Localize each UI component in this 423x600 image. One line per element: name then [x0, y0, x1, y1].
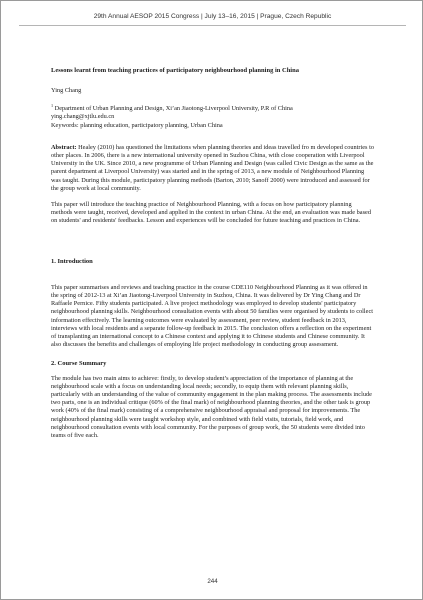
abstract-paragraph-1	[51, 144, 374, 193]
abstract-label: Abstract:	[51, 143, 77, 151]
paper-body	[51, 67, 374, 440]
header-divider	[19, 25, 406, 26]
paper-title: Lessons learnt from teaching practices of participatory neighbourhood planning in China	[51, 67, 299, 74]
section-heading-course-summary: 2. Course Summary	[51, 360, 107, 368]
author-email: ying.chang@xjtlu.edu.cn	[51, 113, 115, 121]
affiliation-block	[51, 105, 374, 130]
section-body-course-summary: The module has two main aims to achieve: firstly, to develop student’s appreciation of the importance of planning at the neighbourhood scale with a focus on understanding local needs; secondly, to equip them with relevant planning skills, particularly with an understanding of the value of community engagement in the plan making process. The assessments include two parts, one is an individual critique (60% of the final mark) of neighbourhood planning theories, and the other task is group work (40% of the final mark) consisting of a comprehensive neighbourhood appraisal and proposal for improvements. The neighbourhood planning skills were taught workshop style, and combined with field visits, tutorials, field work, and neighbourhood consultation events with local community. For the purposes of group work, the 50 students were divided into teams of five each.	[51, 374, 372, 440]
affiliation-marker: 1	[51, 103, 54, 109]
abstract-block	[51, 144, 374, 226]
section-heading-introduction: 1. Introduction	[51, 257, 93, 265]
abstract-paragraph-2: This paper will introduce the teaching practice of Neighbourhood Planning, with a focus on how participatory planning methods were taught, received, developed and applied in the context in urban China. At the end, an evaluation was made based on students' and residents' feedbacks. Lesson and experiences will be concluded for future teaching and practices in China.	[51, 201, 371, 225]
author-name: Ying Chang	[51, 87, 82, 94]
section-body-introduction: This paper summarises and reviews and teaching practice in the course CDE110 Neighbourhood Planning as it was offered in the spring of 2012-13 at Xi’an Jiaotong-Liverpool University in Suzhou, China. It was delivered by Dr Ying Chang and Dr Raffaele Pernice. Fifty students participated. A live project methodology was employed to develop students' participatory neighbourhood planning skills. Neighbourhood consultation events with about 50 families were organised by students to collect information effectively. The learning outcomes were evaluated by assessment, peer review, student feedback in 2013, interviews with local residents and a separate follow-up feedback in 2015. The conclusion offers a reflection on the experiment of transplanting an international concept to a Chinese context and applying it to Chinese students and Chinese community. It also discusses the benefits and challenges of employing life project methodology in conducting group assessment.	[51, 283, 374, 349]
keywords-line: Keywords: planning education, participatory planning, Urban China	[51, 121, 223, 129]
abstract-text-1: Healey (2010) has questioned the limitations when planning theories and ideas travelled fro m developed countries to other places. In 2006, there is a new international university opened in Suzhou China, with close cooperation with Liverpool University in the UK. Since 2010, a new programme of Urban Planning and Design (was called Civic Design as the same as the parent department at Liverpool University) was started and in the spring of 2013, a new module of Neighbourhood Planning was taught. During this module, participatory planning methods (Barton, 2010; Sanoff 2000) were introduced and assessed for the group work at local community.	[51, 143, 374, 192]
affiliation-text: Department of Urban Planning and Design, Xi’an Jiaotong-Liverpool University, P.R of China	[53, 105, 293, 113]
affiliation-line	[51, 105, 374, 113]
page-number: 244	[207, 578, 218, 585]
running-header: 29th Annual AESOP 2015 Congress | July 13–16, 2015 | Prague, Czech Republic	[93, 13, 332, 20]
